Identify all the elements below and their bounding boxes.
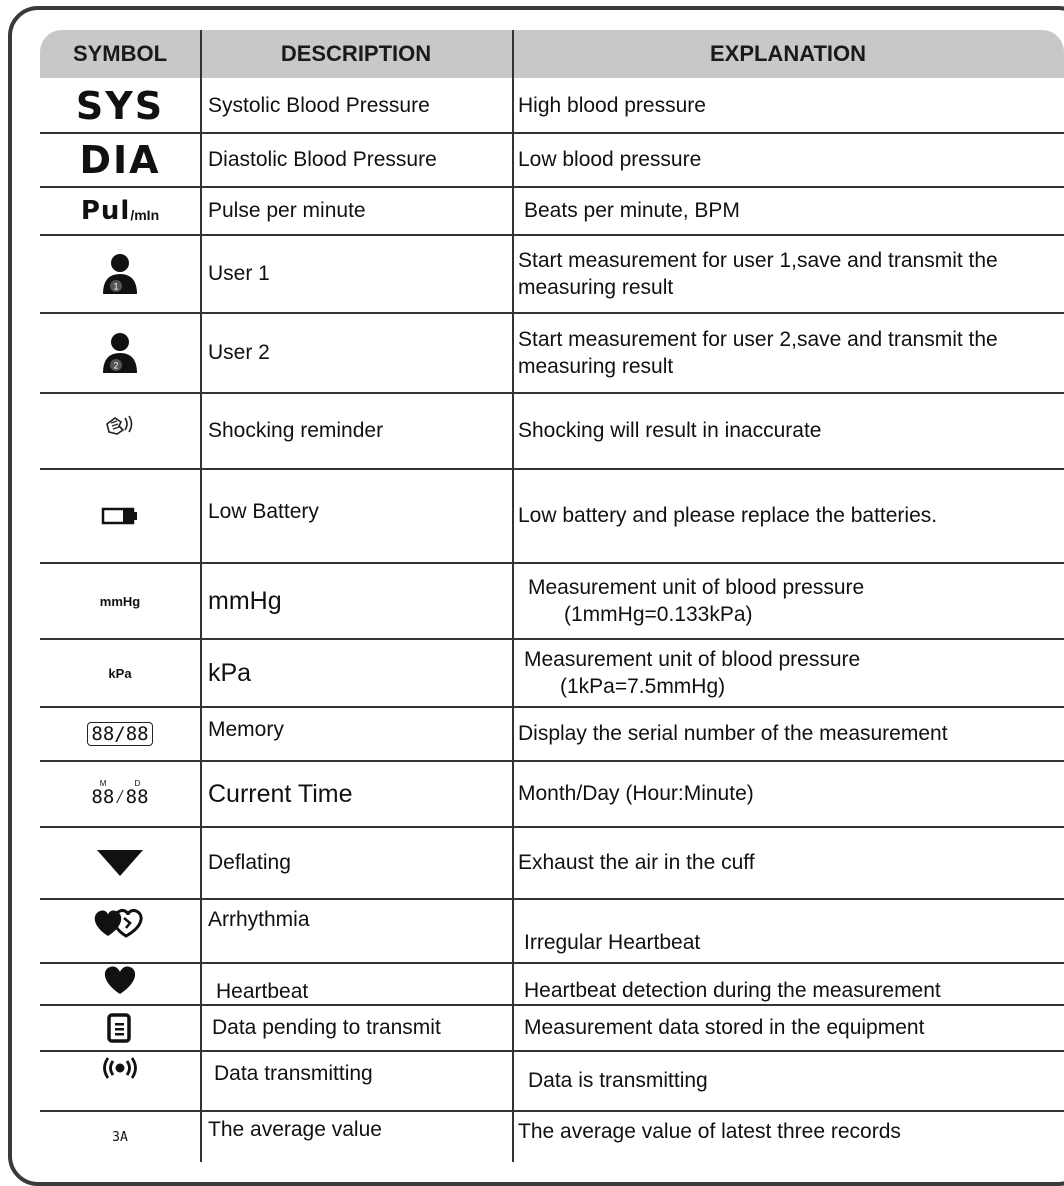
table-row	[40, 708, 1064, 760]
current-time-symbol	[40, 762, 200, 826]
average-symbol	[40, 1112, 200, 1162]
row-description: Arrhythmia	[208, 908, 310, 931]
heart-icon	[40, 964, 200, 1004]
pulse-symbol-text: Pul	[80, 196, 131, 226]
table-row	[40, 900, 1064, 962]
current-time-symbol-text: 88⁄88	[91, 786, 149, 808]
memory-symbol-text: 88/88	[87, 722, 152, 746]
memory-symbol	[40, 708, 200, 760]
row-description: kPa	[208, 658, 252, 687]
mmhg-symbol	[40, 564, 200, 638]
sys-symbol	[40, 80, 200, 132]
mmhg-symbol-text: mmHg	[99, 593, 141, 609]
row-description: Heartbeat	[216, 980, 309, 1003]
row-description: Data transmitting	[214, 1062, 373, 1085]
row-explanation: Data is transmitting	[528, 1069, 708, 1093]
header-symbol: SYMBOL	[72, 41, 168, 66]
row-explanation: Shocking will result in inaccurate	[518, 419, 822, 443]
row-description: Shocking reminder	[208, 419, 384, 442]
row-explanation	[524, 640, 1064, 706]
explanation-line-1: Measurement unit of blood pressure	[524, 647, 861, 671]
row-description: User 1	[208, 262, 270, 285]
table-row	[40, 188, 1064, 234]
document-icon	[40, 1006, 200, 1050]
table-row	[40, 964, 1064, 1004]
user-1-icon	[40, 236, 200, 312]
row-description: Memory	[208, 718, 284, 741]
table-row	[40, 314, 1064, 392]
table-row	[40, 640, 1064, 706]
explanation-line-2: (1kPa=7.5mmHg)	[560, 675, 726, 698]
row-description: User 2	[208, 341, 270, 364]
header-explanation: EXPLANATION	[709, 41, 867, 66]
explanation-line-1: Measurement unit of blood pressure	[528, 575, 865, 599]
row-explanation: Heartbeat detection during the measurement	[524, 978, 941, 1002]
svg-text:2: 2	[113, 360, 119, 371]
row-explanation: The average value of latest three records	[518, 1120, 901, 1143]
kpa-symbol-text: kPa	[108, 665, 132, 681]
table-row	[40, 1006, 1064, 1050]
row-explanation: Measurement data stored in the equipment	[524, 1016, 925, 1040]
table-row	[40, 762, 1064, 826]
row-description: The average value	[208, 1118, 382, 1141]
dia-symbol	[40, 134, 200, 186]
table-row	[40, 1052, 1064, 1110]
row-explanation: Start measurement for user 2,save and transmit the measuring result	[518, 327, 998, 378]
row-description: Current Time	[208, 779, 353, 808]
table-row	[40, 1112, 1064, 1162]
row-explanation: Beats per minute, BPM	[524, 199, 740, 223]
row-explanation: Month/Day (Hour:Minute)	[518, 782, 754, 806]
table-row	[40, 80, 1064, 132]
table-row	[40, 134, 1064, 186]
row-explanation: Display the serial number of the measurement	[518, 722, 948, 746]
row-explanation: Irregular Heartbeat	[524, 930, 701, 954]
average-symbol-text: 3A	[112, 1129, 128, 1145]
explanation-line-2: (1mmHg=0.133kPa)	[564, 603, 753, 626]
table-row	[40, 564, 1064, 638]
arrhythmia-hearts-icon	[40, 900, 200, 962]
table-row	[40, 394, 1064, 468]
user-2-icon	[40, 314, 200, 392]
row-explanation: Low battery and please replace the batteries.	[518, 504, 938, 528]
table-row	[40, 470, 1064, 562]
row-description: Diastolic Blood Pressure	[208, 148, 437, 171]
row-explanation: Start measurement for user 1,save and transmit the measuring result	[518, 248, 998, 299]
row-explanation	[528, 564, 1064, 638]
day-label: D	[134, 779, 141, 788]
kpa-symbol	[40, 640, 200, 706]
table-row	[40, 828, 1064, 898]
sys-symbol-text: SYS	[75, 84, 165, 128]
header-description: DESCRIPTION	[280, 41, 432, 66]
transmit-waves-icon	[40, 1052, 200, 1110]
row-description: Deflating	[208, 851, 291, 874]
row-description: Pulse per minute	[208, 199, 366, 222]
dia-symbol-text: DIA	[79, 138, 161, 182]
svg-text:1: 1	[113, 281, 119, 292]
table-header	[40, 30, 1064, 78]
deflate-triangle-icon	[40, 828, 200, 898]
shock-hand-icon	[40, 394, 200, 468]
month-label: M	[99, 779, 107, 788]
low-battery-icon	[40, 470, 200, 562]
row-description: Data pending to transmit	[212, 1016, 441, 1039]
row-description: Systolic Blood Pressure	[208, 94, 430, 117]
table-row	[40, 236, 1064, 312]
row-explanation: High blood pressure	[518, 94, 706, 118]
pulse-symbol	[40, 188, 200, 234]
pulse-symbol-sub: /mIn	[130, 207, 160, 223]
row-explanation: Low blood pressure	[518, 148, 702, 172]
row-description: mmHg	[208, 586, 282, 615]
row-explanation: Exhaust the air in the cuff	[518, 851, 755, 875]
row-description: Low Battery	[208, 500, 319, 523]
